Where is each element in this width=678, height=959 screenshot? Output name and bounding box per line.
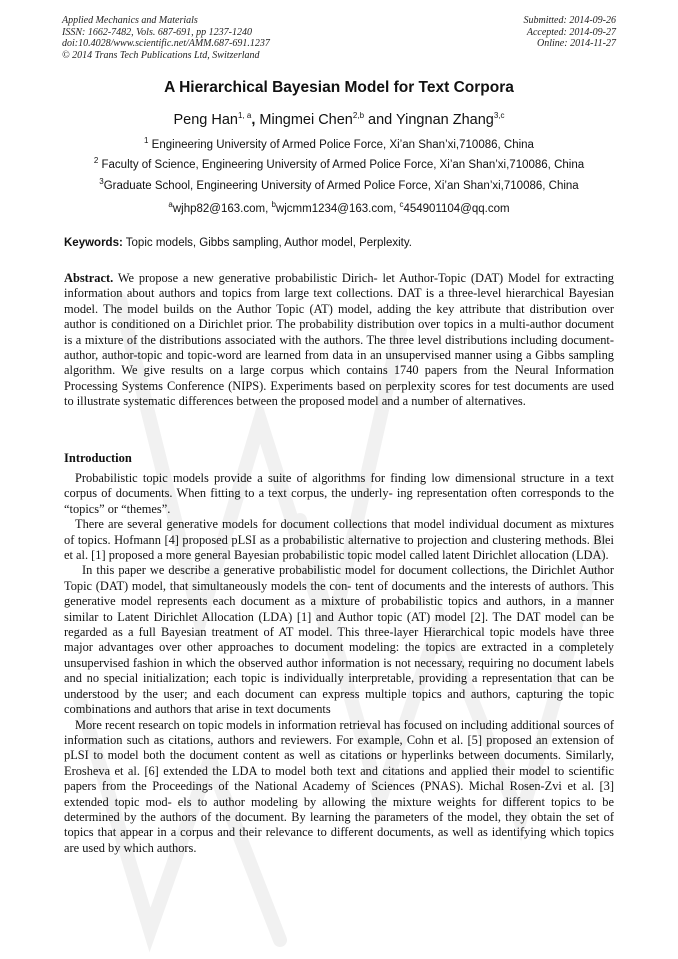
journal-name: Applied Mechanics and Materials [62, 15, 198, 26]
keywords [64, 237, 616, 249]
publication-dates [524, 15, 617, 50]
affiliation-1 [0, 136, 678, 151]
author-name: Peng Han [173, 112, 238, 128]
email-marker: c [399, 200, 404, 210]
affiliation-text: Faculty of Science, Engineering University of Armed Police Force, Xi’an Shan’xi,710086, China [98, 159, 585, 171]
paragraph: In this paper we describe a generative probabilistic model for document collections, the Dirichlet Author Topic (DAT) model, that simultaneously models the con- tent of documents and the interests of authors. This generative model represents each document as a mixture of probabilistic topics and authors, in a manner similar to Latent Dirichlet Allocation (LDA) [1] and Author topic (AT) model [2]. The DAT model can be regarded as a full Bayesian treatment of AT model. This three-layer Hierarchical topic models have three major advantages over other approaches to document modeling: the topics are extracted in a completely unsupervised fashion in which the observed author information is not necessary, requiring no document labels and no special initialization; each topic is individually interpretable, providing a representation that can be understood by the user; and each document can express multiple topics and authors, capturing the topic combinations and authors that arise in text documents [64, 563, 614, 717]
affiliation-2 [0, 156, 678, 171]
abstract [64, 271, 614, 410]
journal-info [62, 15, 270, 61]
author-emails [0, 200, 678, 215]
keywords-label: Keywords: [64, 237, 123, 249]
author-superscript: 1, a [237, 111, 252, 121]
email-address[interactable]: 454901104@qq.com [403, 203, 510, 215]
section-heading-introduction: Introduction [64, 451, 132, 465]
affiliation-3 [0, 177, 678, 192]
author-superscript: 2,b [352, 111, 365, 121]
issn-line: ISSN: 1662-7482, Vols. 687-691, pp 1237-1240 [62, 26, 252, 38]
affiliation-marker: 2 [93, 156, 99, 166]
author-separator: and [364, 112, 397, 128]
paragraph: More recent research on topic models in information retrieval has focused on including additional sources of information such as citations, authors and reviewers. For example, Cohn et al. [5] proposed an extension of pLSI to model both the document content as well as citations or hyperlinks between documents. Similarly, Erosheva et al. [6] extended the LDA to model both text and citations and applied their model to scientific papers from the Proceedings of the National Academy of Sciences (PNAS). Michal Rosen-Zvi et al. [3] extended topic mod- els to author modeling by allowing the mixture weights for different topics to be determined by the authors of the document. By learning the parameters of the model, they obtain the set of topics that appear in a corpus and their relevance to different documents, as well as identifying which topics are used by which authors. [64, 717, 614, 855]
affiliation-marker: 1 [144, 136, 149, 146]
author-separator: , [251, 112, 260, 128]
online-date: Online: 2014-11-27 [537, 38, 616, 49]
email-marker: a [168, 200, 173, 210]
doi-line: doi:10.4028/www.scientific.net/AMM.687-691.1237 [62, 38, 270, 49]
email-address[interactable]: wjhp82@163.com, [172, 203, 272, 215]
affiliation-text: Graduate School, Engineering University of Armed Police Force, Xi’an Shan’xi,710086, China [103, 180, 579, 192]
abstract-text: We propose a new generative probabilistic Dirich- let Author-Topic (DAT) Model for extracting information about authors and topics from large text collections. DAT is a three-level hierarchical Bayesian model. The model builds on the Author Topic (AT) model, adding the key attribute that distribution over author is conditioned on a Dirichlet prior. The probability distribution over topics in a multi-author document is a mixture of the distributions associated with the authors. The three level distributions including document-author, author-topic and topic-word are learned from data in an unsupervised manner using a Gibbs sampling algorithm. We give results on a large corpus which contains 1740 papers from the Neural Information Processing Systems Conference (NIPS). Experiments based on perplexity scores for test documents are used to illustrate systematic differences between the proposed model and a number of alternatives. [64, 271, 614, 409]
author-superscript: 3,c [493, 111, 505, 121]
copyright-line: © 2014 Trans Tech Publications Ltd, Switzerland [62, 49, 260, 61]
author-name: Yingnan Zhang [396, 112, 494, 128]
affiliation-text: Engineering University of Armed Police Force, Xi’an Shan’xi,710086, China [148, 139, 534, 151]
abstract-label: Abstract. [64, 271, 114, 285]
paragraph: Probabilistic topic models provide a suite of algorithms for finding low dimensional structure in a text corpus of documents. When fitting to a text corpus, the underly- ing representation often corresponds to the “topics” or “themes”. [64, 471, 614, 516]
introduction-body [64, 471, 614, 856]
accepted-date: Accepted: 2014-09-27 [526, 26, 616, 38]
submitted-date: Submitted: 2014-09-26 [523, 15, 616, 26]
author-list [0, 112, 678, 128]
email-marker: b [271, 200, 276, 210]
email-address[interactable]: wjcmm1234@163.com, [275, 203, 400, 215]
author-name: Mingmei Chen [259, 112, 353, 128]
paragraph: There are several generative models for document collections that model individual document as mixtures of topics. Hofmann [4] proposed pLSI as a probabilistic alternative to projection and clustering methods. Blei et al. [1] proposed a more general Bayesian probabilistic topic model called latent Dirichlet allocation (LDA). [64, 517, 614, 563]
affiliation-marker: 3 [99, 177, 104, 187]
paper-title: A Hierarchical Bayesian Model for Text Corpora [164, 79, 514, 96]
keywords-text: Topic models, Gibbs sampling, Author model, Perplexity. [122, 237, 412, 249]
